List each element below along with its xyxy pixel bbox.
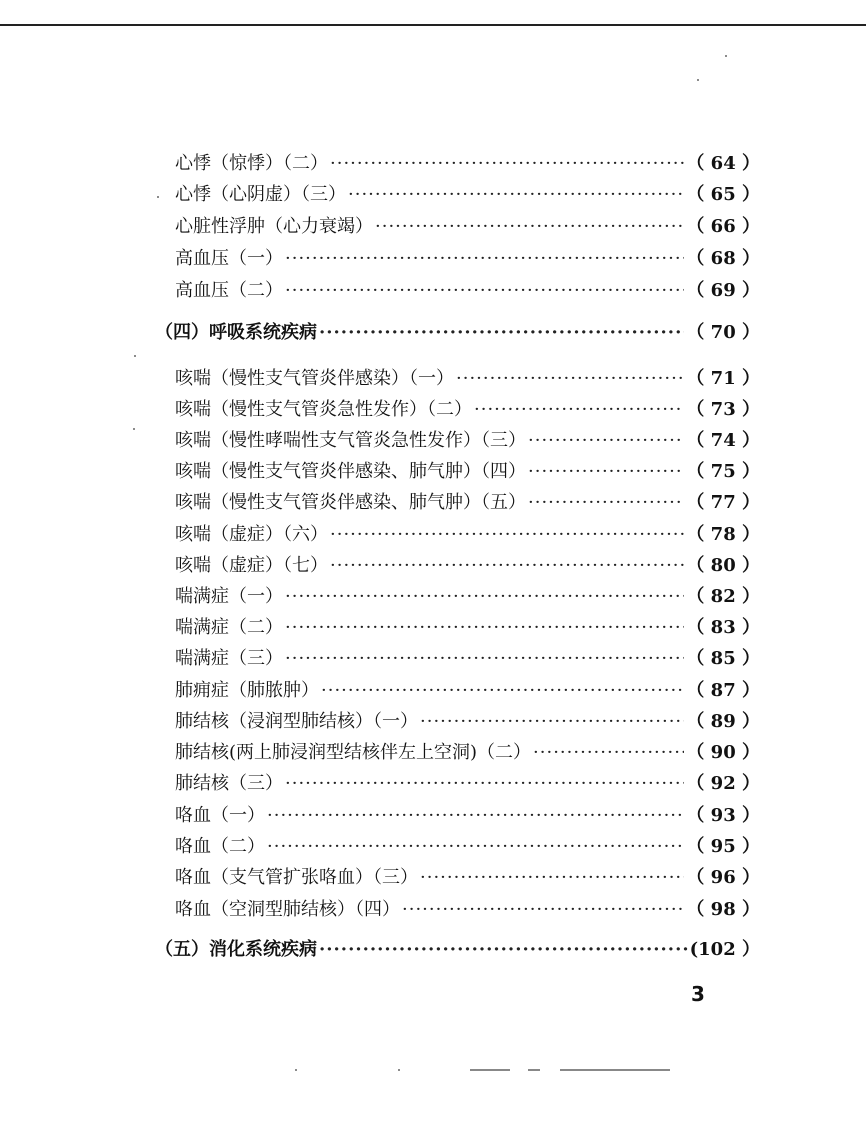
toc-entry-page: （ 89 ） bbox=[686, 711, 760, 732]
toc-entry-page: （ 74 ） bbox=[686, 430, 760, 451]
dot-leader bbox=[456, 366, 684, 392]
toc-entry-page: （ 96 ） bbox=[686, 867, 760, 888]
toc-entry-title: 咳喘（虚症）（七） bbox=[175, 555, 328, 576]
toc-entry-page: （ 68 ） bbox=[686, 248, 760, 269]
toc-entry bbox=[175, 897, 760, 923]
toc-entry bbox=[175, 553, 760, 579]
dot-leader bbox=[285, 771, 684, 797]
page-number: 3 bbox=[691, 982, 705, 1006]
scan-speck bbox=[134, 355, 136, 357]
scan-noise bbox=[470, 1069, 510, 1071]
toc-entry bbox=[175, 522, 760, 548]
scan-speck bbox=[697, 79, 699, 81]
dot-leader bbox=[420, 865, 684, 891]
scan-noise bbox=[560, 1069, 670, 1071]
toc-entry-title: 心脏性浮肿（心力衰竭） bbox=[175, 216, 373, 237]
scan-speck bbox=[157, 196, 159, 198]
toc-entry-title: 咯血（二） bbox=[175, 836, 265, 857]
toc-entry bbox=[175, 490, 760, 516]
dot-leader bbox=[330, 151, 684, 177]
toc-entry bbox=[175, 278, 760, 304]
toc-entry-page: （ 80 ） bbox=[686, 555, 760, 576]
dot-leader bbox=[285, 584, 684, 610]
toc-entry-title: 肺结核（浸润型肺结核）（一） bbox=[175, 711, 418, 732]
toc-section-page: (102 ） bbox=[689, 939, 760, 960]
toc-entry bbox=[175, 428, 760, 454]
dot-leader bbox=[402, 897, 684, 923]
toc-entry-page: （ 82 ） bbox=[686, 586, 760, 607]
toc-entry-page: （ 71 ） bbox=[686, 368, 760, 389]
toc-section-heading bbox=[155, 320, 760, 346]
toc-entry-title: 咳喘（慢性哮喘性支气管炎急性发作）（三） bbox=[175, 430, 526, 451]
toc-entry-title: 肺痈症（肺脓肿） bbox=[175, 680, 319, 701]
toc-entry-title: 喘满症（三） bbox=[175, 648, 283, 669]
toc-entry-page: （ 64 ） bbox=[686, 153, 760, 174]
toc-entry-page: （ 77 ） bbox=[686, 492, 760, 513]
toc-entry bbox=[175, 214, 760, 240]
toc-entry-title: 肺结核（三） bbox=[175, 773, 283, 794]
toc-entry bbox=[175, 246, 760, 272]
toc-entry-page: （ 83 ） bbox=[686, 617, 760, 638]
toc-entry bbox=[175, 865, 760, 891]
toc-entry-page: （ 87 ） bbox=[686, 680, 760, 701]
dot-leader bbox=[285, 278, 684, 304]
scan-noise bbox=[528, 1069, 540, 1071]
toc-entry bbox=[175, 182, 760, 208]
toc-entry-title: 高血压（一） bbox=[175, 248, 283, 269]
toc-entry-title: 心悸（心阴虚）（三） bbox=[175, 184, 346, 205]
toc-entry-title: 喘满症（二） bbox=[175, 617, 283, 638]
toc-entry-title: 咳喘（虚症）（六） bbox=[175, 524, 328, 545]
toc-section-page: （ 70 ） bbox=[686, 322, 760, 343]
dot-leader bbox=[375, 214, 684, 240]
toc-entry-page: （ 73 ） bbox=[686, 399, 760, 420]
toc-entry bbox=[175, 397, 760, 423]
toc-entry bbox=[175, 709, 760, 735]
scan-speck bbox=[295, 1069, 297, 1071]
toc-entry-title: 咯血（空洞型肺结核）（四） bbox=[175, 899, 400, 920]
dot-leader bbox=[285, 246, 684, 272]
dot-leader bbox=[474, 397, 684, 423]
toc-entry-page: （ 85 ） bbox=[686, 648, 760, 669]
dot-leader bbox=[319, 937, 688, 963]
scan-speck bbox=[133, 428, 135, 430]
toc-entry-title: 喘满症（一） bbox=[175, 586, 283, 607]
dot-leader bbox=[285, 615, 684, 641]
toc-entry-page: （ 75 ） bbox=[686, 461, 760, 482]
toc-entry bbox=[175, 740, 760, 766]
toc-entry bbox=[175, 151, 760, 177]
dot-leader bbox=[528, 428, 684, 454]
dot-leader bbox=[330, 553, 684, 579]
toc-entry bbox=[175, 615, 760, 641]
scan-speck bbox=[398, 1069, 400, 1071]
toc-entry-page: （ 92 ） bbox=[686, 773, 760, 794]
toc-entry-title: 咯血（一） bbox=[175, 805, 265, 826]
dot-leader bbox=[267, 803, 684, 829]
toc-entry bbox=[175, 584, 760, 610]
dot-leader bbox=[528, 490, 684, 516]
dot-leader bbox=[319, 320, 684, 346]
toc-entry-page: （ 95 ） bbox=[686, 836, 760, 857]
toc-entry bbox=[175, 803, 760, 829]
toc-section-title: （四）呼吸系统疾病 bbox=[155, 322, 317, 343]
toc-entry-title: 咯血（支气管扩张咯血）（三） bbox=[175, 867, 418, 888]
toc-entry-title: 高血压（二） bbox=[175, 280, 283, 301]
toc-section-title: （五）消化系统疾病 bbox=[155, 939, 317, 960]
toc-section-heading bbox=[155, 937, 760, 963]
toc-entry-page: （ 69 ） bbox=[686, 280, 760, 301]
toc-entry-title: 咳喘（慢性支气管炎急性发作）（二） bbox=[175, 399, 472, 420]
toc-entry bbox=[175, 834, 760, 860]
toc-entry-page: （ 66 ） bbox=[686, 216, 760, 237]
dot-leader bbox=[528, 459, 684, 485]
toc-entry-title: 咳喘（慢性支气管炎伴感染、肺气肿）（四） bbox=[175, 461, 526, 482]
toc-entry bbox=[175, 459, 760, 485]
toc-entry-page: （ 90 ） bbox=[686, 742, 760, 763]
dot-leader bbox=[348, 182, 684, 208]
dot-leader bbox=[420, 709, 684, 735]
scan-speck bbox=[725, 55, 727, 57]
toc-entry bbox=[175, 646, 760, 672]
toc-entry-page: （ 78 ） bbox=[686, 524, 760, 545]
toc-entry-page: （ 93 ） bbox=[686, 805, 760, 826]
toc-entry-title: 咳喘（慢性支气管炎伴感染）（一） bbox=[175, 368, 454, 389]
toc-entry-page: （ 98 ） bbox=[686, 899, 760, 920]
dot-leader bbox=[330, 522, 684, 548]
top-border-line bbox=[0, 24, 866, 26]
dot-leader bbox=[321, 678, 684, 704]
toc-entry-page: （ 65 ） bbox=[686, 184, 760, 205]
toc-entry bbox=[175, 366, 760, 392]
dot-leader bbox=[267, 834, 684, 860]
dot-leader bbox=[533, 740, 684, 766]
toc-entry bbox=[175, 678, 760, 704]
toc-entry-title: 肺结核(两上肺浸润型结核伴左上空洞)（二） bbox=[175, 742, 532, 763]
toc-entry-title: 咳喘（慢性支气管炎伴感染、肺气肿）（五） bbox=[175, 492, 526, 513]
toc-entry bbox=[175, 771, 760, 797]
dot-leader bbox=[285, 646, 684, 672]
toc-entry-title: 心悸（惊悸）（二） bbox=[175, 153, 328, 174]
